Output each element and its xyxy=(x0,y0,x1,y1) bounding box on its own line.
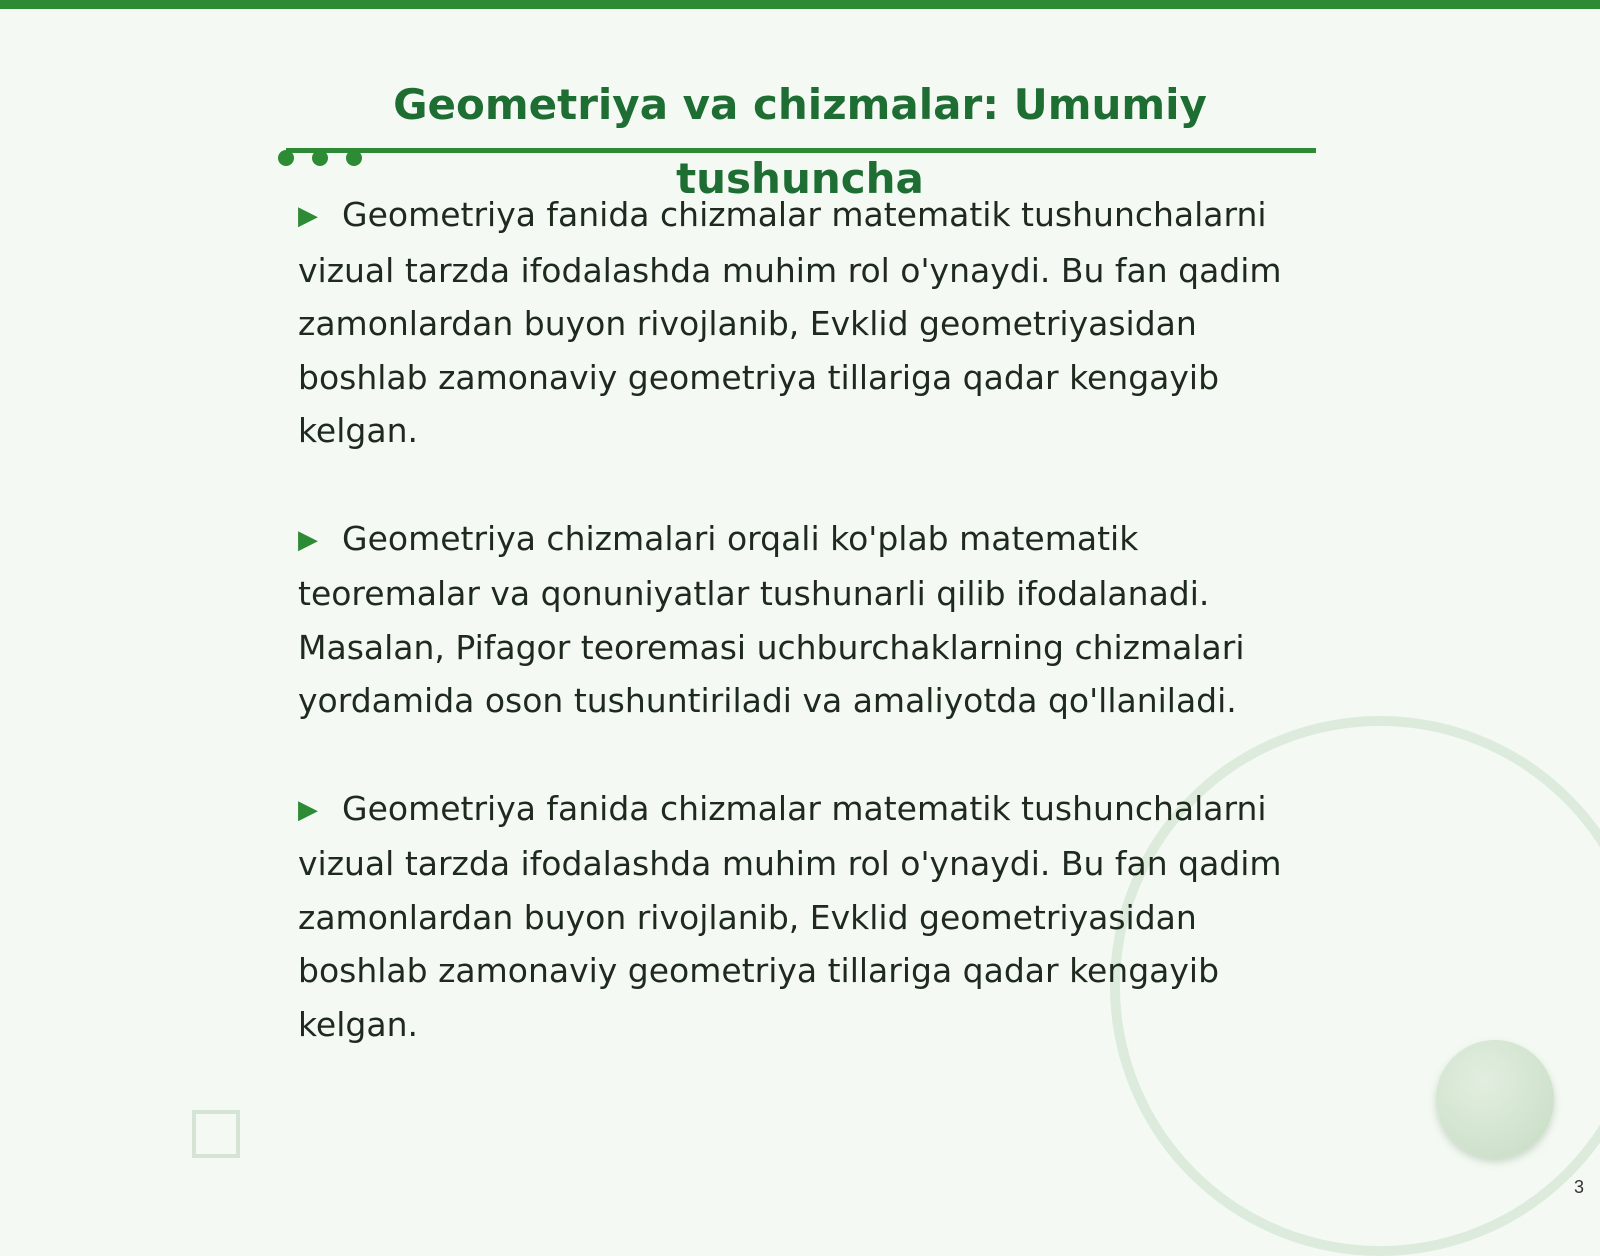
accent-dot xyxy=(278,150,294,166)
bullet-list xyxy=(298,188,1308,1105)
bullet-text: Geometriya chizmalari orqali ko'plab matematik teoremalar va qonuniyatlar tushunarli qilib ifodalanadi. Masalan, Pifagor teoremasi uchburchaklarning chizmalari yordamida oson tushuntiriladi va amaliyotda qo'llaniladi. xyxy=(298,518,1245,720)
slide-title: Geometriya va chizmalar: Umumiy tushuncha xyxy=(393,80,1207,203)
bullet-arrow-icon: ▶ xyxy=(298,524,318,555)
top-accent-bar xyxy=(0,0,1600,9)
accent-dot xyxy=(312,150,328,166)
bullet-arrow-icon: ▶ xyxy=(298,794,318,825)
bullet-paragraph xyxy=(298,188,1308,458)
decorative-circle xyxy=(1436,1040,1554,1158)
decorative-square xyxy=(192,1110,240,1158)
bullet-paragraph xyxy=(298,512,1308,728)
bullet-text: Geometriya fanida chizmalar matematik tushunchalarni vizual tarzda ifodalashda muhim rol o'ynaydi. Bu fan qadim zamonlardan buyon rivojlanib, Evklid geometriyasidan boshlab zamonaviy geometriya tillariga qadar kengayib kelgan. xyxy=(298,195,1282,450)
accent-dot xyxy=(346,150,362,166)
title-underline xyxy=(286,148,1316,153)
bullet-arrow-icon: ▶ xyxy=(298,201,318,231)
bullet-text: Geometriya fanida chizmalar matematik tushunchalarni vizual tarzda ifodalashda muhim rol o'ynaydi. Bu fan qadim zamonlardan buyon rivojlanib, Evklid geometriyasidan boshlab zamonaviy geometriya tillariga qadar kengayib kelgan. xyxy=(298,788,1282,1044)
bullet-paragraph xyxy=(298,782,1308,1052)
page-number: 3 xyxy=(1573,1177,1584,1197)
